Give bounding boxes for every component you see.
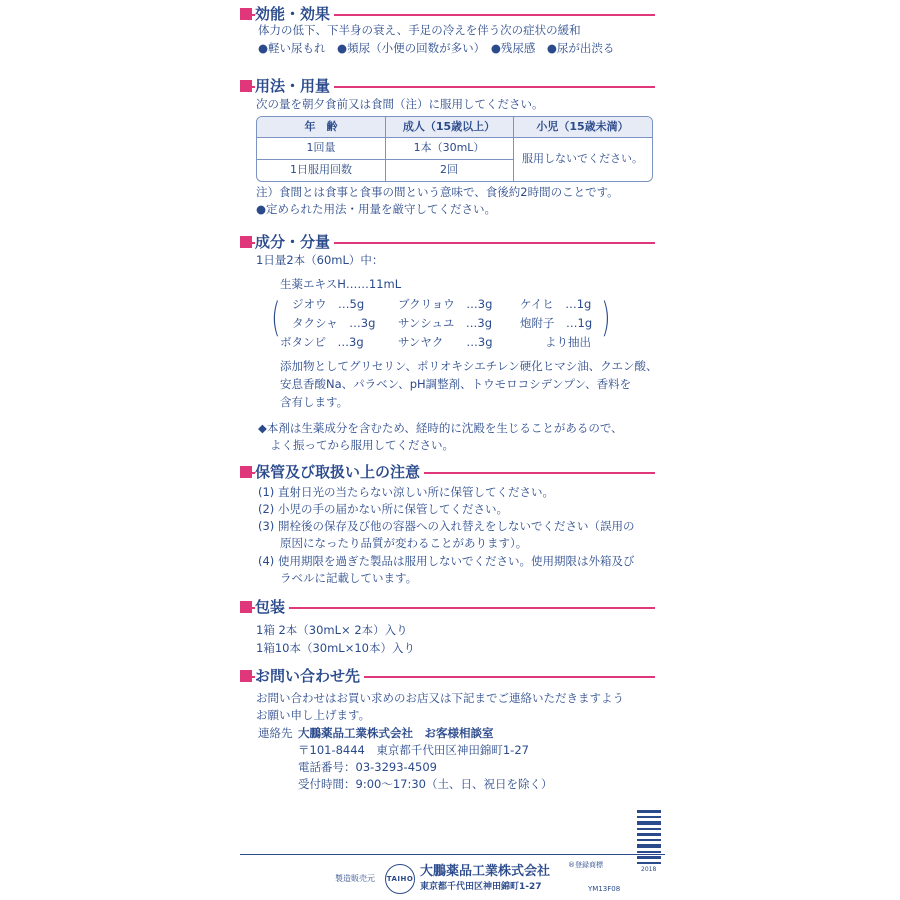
ingredients-title: 成分・分量 (255, 232, 334, 252)
storage-item: (1) 直射日光の当たらない涼しい所に保管してください。 (258, 485, 554, 499)
contact-title: お問い合わせ先 (255, 666, 364, 686)
herb-item: ブクリョウ …3g (398, 297, 493, 311)
package-heading (240, 597, 655, 617)
efficacy-line-1: 体力の低下、下半身の衰え、手足の冷えを伴う次の症状の緩和 (258, 23, 581, 37)
storage-section (240, 462, 655, 482)
herb-item: サンシュユ …3g (398, 316, 493, 330)
package-section (240, 597, 655, 617)
maker-label: 製造販売元 (335, 874, 375, 883)
dosage-note-1: 注）食間とは食事と食事の間という意味で、食後約2時間のことです。 (256, 185, 619, 199)
table-header-adult: 成人（15歳以上） (402, 120, 496, 133)
pink-square-icon (240, 236, 252, 248)
additives-line: 安息香酸Na、パラベン、pH調整剤、トウモロコシデンプン、香料を (280, 377, 632, 391)
ingredients-section (240, 232, 655, 252)
contact-phone: 電話番号：03-3293-4509 (298, 760, 437, 774)
contact-section (240, 666, 655, 686)
caution-line: よく振ってから服用してください。 (270, 438, 454, 452)
dosage-note-2: ●定められた用法・用量を厳守してください。 (256, 202, 497, 216)
efficacy-title: 効能・効果 (255, 4, 334, 24)
package-title: 包装 (255, 597, 289, 617)
trademark-note: ®登録商標 (568, 861, 603, 869)
storage-heading (240, 462, 655, 482)
taiho-logo-icon: TAIHO (385, 864, 415, 894)
herb-item: ボタンピ …3g (280, 335, 364, 349)
contact-intro-2: お願い申し上げます。 (256, 708, 371, 722)
table-cell: 1回量 (306, 141, 336, 154)
pink-square-icon (240, 8, 252, 20)
contact-postal: 〒101-8444 東京都千代田区神田錦町1-27 (298, 743, 529, 757)
storage-item: (3) 開栓後の保存及び他の容器への入れ替えをしないでください（誤用の (258, 519, 635, 533)
pink-square-icon (240, 80, 252, 92)
additives-line: 添加物としてグリセリン、ポリオキシエチレン硬化ヒマシ油、クエン酸、 (280, 359, 658, 373)
pink-square-icon (240, 670, 252, 682)
herb-item: ジオウ …5g (292, 297, 365, 311)
left-paren: ( (271, 295, 281, 341)
dosage-table (256, 116, 653, 182)
storage-title: 保管及び取扱い上の注意 (255, 462, 424, 482)
table-cell: 2回 (440, 163, 458, 176)
table-cell: 1日服用回数 (290, 163, 352, 176)
table-header-age: 年 齢 (304, 120, 338, 133)
storage-item: (4) 使用期限を過ぎた製品は服用しないでください。使用期限は外箱及び (258, 554, 635, 568)
caution-line: ◆本剤は生薬成分を含むため、経時的に沈殿を生じることがあるので、 (258, 421, 623, 435)
storage-item: ラベルに記載しています。 (280, 571, 418, 585)
barcode-number: 2018 (641, 866, 657, 873)
dosage-heading (240, 76, 655, 96)
contact-heading (240, 666, 655, 686)
pink-square-icon (240, 466, 252, 478)
additives-line: 含有します。 (280, 395, 349, 409)
footer-divider (240, 854, 665, 855)
footer-company: 大鵬薬品工業株式会社 (420, 864, 551, 879)
ingredients-extract: 生薬エキスH……11mL (280, 277, 402, 291)
storage-item: (2) 小児の手の届かない所に保管してください。 (258, 502, 508, 516)
storage-item: 原因になったり品質が変わることがあります）。 (280, 536, 528, 550)
contact-hours: 受付時間：9:00～17:30（土、日、祝日を除く） (298, 777, 553, 791)
contact-company: 大鵬薬品工業株式会社 お客様相談室 (298, 726, 494, 740)
ingredients-heading (240, 232, 655, 252)
herb-item: サンヤク …3g (398, 335, 493, 349)
herb-item: ケイヒ …1g (520, 297, 592, 311)
herb-item: より抽出 (545, 335, 591, 349)
right-paren: ) (601, 295, 611, 341)
contact-intro-1: お問い合わせはお買い求めのお店又は下記までご連絡いただきますよう (256, 691, 624, 705)
table-header-child: 小児（15歳未満） (536, 120, 629, 133)
efficacy-line-2: ●軽い尿もれ ●頻尿（小便の回数が多い） ●残尿感 ●尿が出渋る (258, 41, 615, 55)
table-cell: 1本（30mL） (413, 141, 485, 154)
ingredients-daily: 1日量2本（60mL）中： (256, 253, 384, 267)
footer-address: 東京都千代田区神田錦町1-27 (420, 882, 542, 892)
dosage-title: 用法・用量 (255, 76, 334, 96)
product-code: YM13F08 (588, 885, 621, 893)
efficacy-heading (240, 4, 655, 24)
package-item: 1箱10本（30mL×10本）入り (256, 641, 415, 655)
package-item: 1箱 2本（30mL× 2本）入り (256, 623, 408, 637)
dosage-section (240, 76, 655, 96)
efficacy-section (240, 4, 655, 24)
pink-square-icon (240, 601, 252, 613)
herb-item: タクシャ …3g (292, 316, 376, 330)
dosage-intro: 次の量を朝夕食前又は食間（注）に服用してください。 (256, 97, 544, 111)
table-child-note: 服用しないでください。 (522, 152, 643, 165)
contact-label: 連絡先 (258, 726, 293, 740)
herb-item: 炮附子 …1g (520, 316, 593, 330)
